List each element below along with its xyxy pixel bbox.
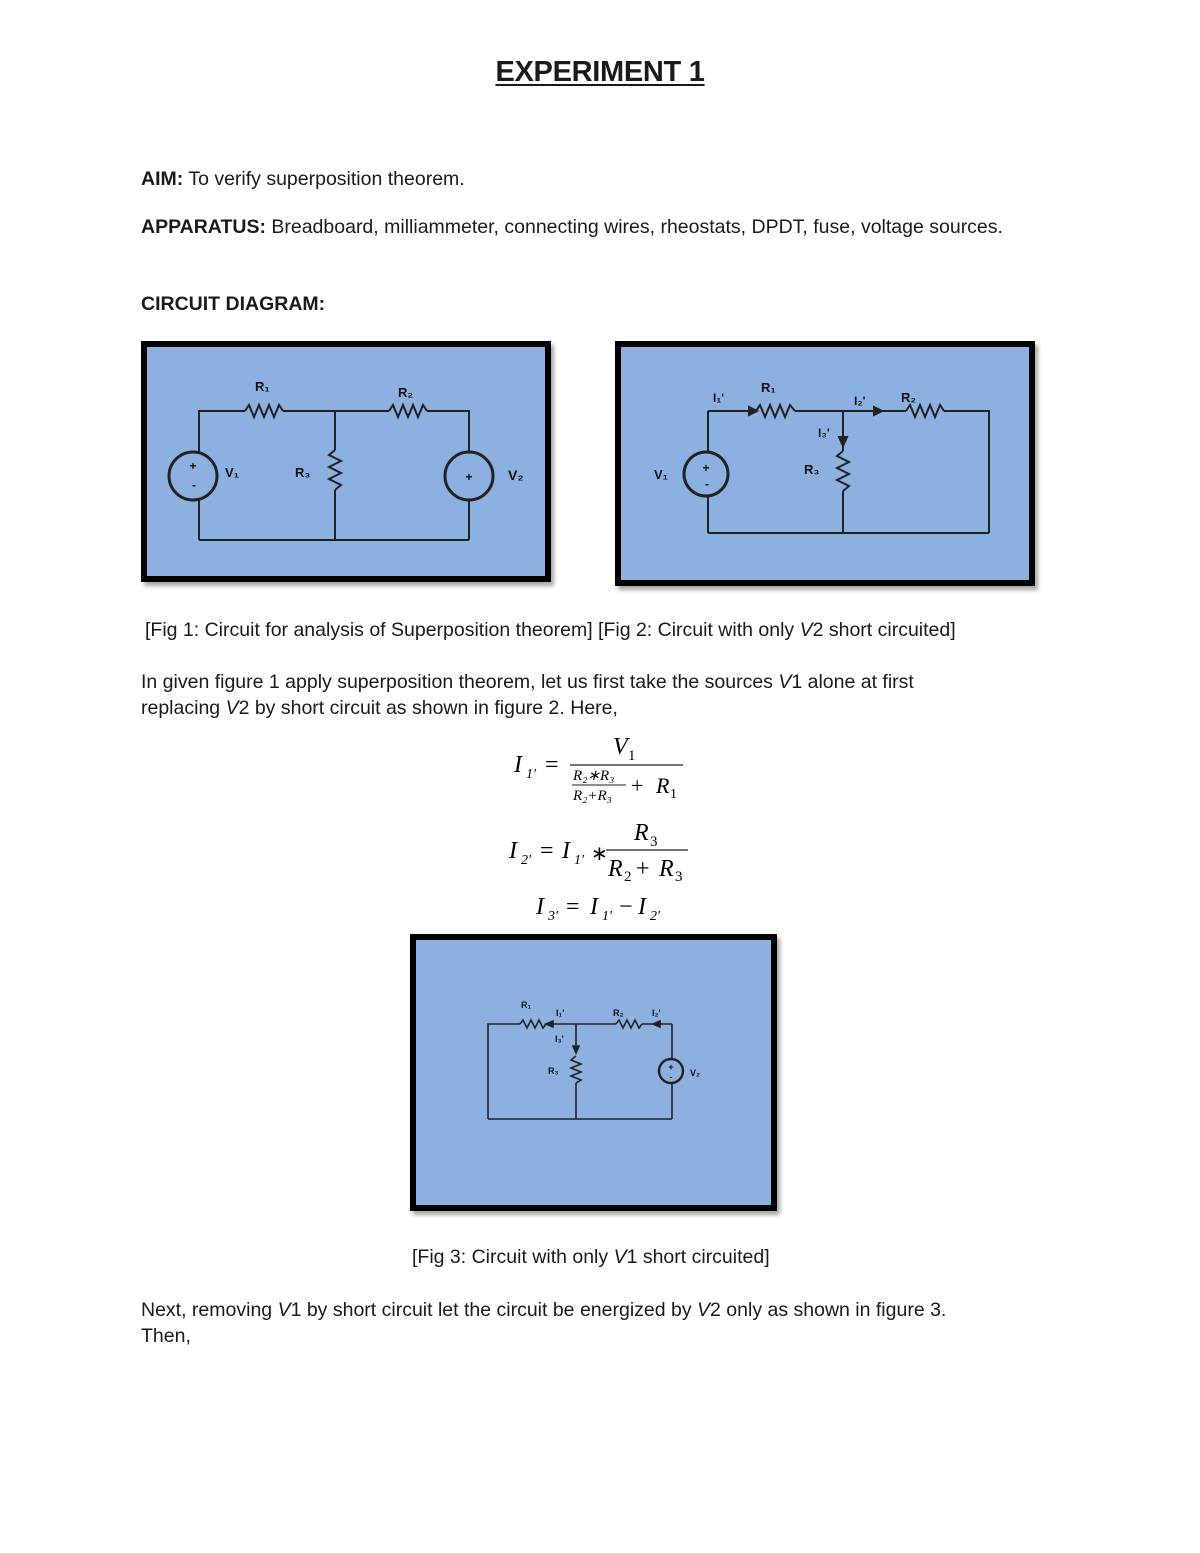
fig2-r2-label: R₂	[901, 390, 917, 405]
equation-3	[535, 894, 661, 924]
svg-text:1′: 1′	[526, 767, 537, 782]
fig1-v1-label: V₁	[225, 465, 240, 480]
svg-text:+: +	[631, 773, 644, 798]
fig1-v2-plus: +	[465, 470, 473, 484]
fig3-v2-label: V₂	[690, 1068, 701, 1078]
caption-fig3: [Fig 3: Circuit with only V1 short circuited]	[412, 1246, 770, 1268]
paragraph-1: In given figure 1 apply superposition theorem, let us first take the sources V1 alone at first replacing V2 by short circuit as shown in figure 2. Here,	[141, 671, 914, 719]
svg-text:1: 1	[670, 787, 677, 802]
svg-text:=: =	[566, 894, 580, 920]
svg-text:R: R	[659, 856, 674, 882]
svg-text:3′: 3′	[548, 909, 559, 924]
fig1-r3-label: R₃	[295, 465, 311, 480]
fig1-r2-label: R₂	[398, 385, 414, 400]
fig3-r2-label: R₂	[613, 1008, 624, 1018]
svg-text:I: I	[590, 894, 598, 920]
fig2-i1-label: I₁'	[713, 391, 725, 405]
svg-text:R: R	[634, 820, 649, 846]
fig3-i2-label: I₂'	[652, 1008, 661, 1018]
caption-fig1-fig2: [Fig 1: Circuit for analysis of Superposition theorem] [Fig 2: Circuit with only V2 short circuited]	[145, 619, 956, 641]
fig1-v2-label: V₂	[508, 467, 524, 483]
figure-1-circuit	[147, 347, 545, 576]
svg-text:I: I	[536, 894, 544, 920]
svg-text:I: I	[562, 838, 570, 864]
figure-1-panel	[141, 341, 551, 582]
apparatus-text: Breadboard, milliammeter, connecting wires, rheostats, DPDT, fuse, voltage sources.	[265, 216, 1003, 238]
svg-text:2′: 2′	[521, 853, 532, 868]
aim-text: To verify superposition theorem.	[183, 168, 465, 190]
svg-text:R: R	[608, 856, 623, 882]
svg-text:I: I	[514, 752, 522, 778]
svg-text:3: 3	[675, 869, 683, 885]
fig3-r3-label: R₃	[548, 1066, 559, 1076]
circuit-diagram-heading: CIRCUIT DIAGRAM:	[141, 293, 326, 315]
fig2-v1-minus: -	[705, 477, 709, 491]
figure-3-panel	[410, 934, 777, 1211]
figure-2-panel	[615, 341, 1035, 586]
page-title: EXPERIMENT 1	[495, 56, 705, 88]
equations	[500, 728, 700, 928]
svg-text:I: I	[638, 894, 646, 920]
svg-text:I: I	[509, 838, 517, 864]
svg-text:+: +	[636, 856, 650, 882]
svg-text:2: 2	[624, 869, 632, 885]
aim-paragraph	[141, 166, 465, 193]
apparatus-paragraph	[141, 214, 1041, 241]
svg-text:−: −	[619, 894, 633, 920]
fig2-v1-label: V₁	[654, 467, 669, 482]
svg-text:=: =	[545, 752, 559, 778]
fig1-v1-plus: +	[189, 459, 197, 473]
equation-1	[513, 734, 683, 804]
fig2-r1-label: R₁	[761, 380, 776, 395]
figure-2-circuit	[621, 347, 1029, 580]
fig3-r1-label: R₁	[521, 1000, 532, 1010]
svg-text:R₂∗R₃: R₂∗R₃	[573, 768, 615, 784]
fig3-v2-plus: +	[668, 1062, 674, 1072]
svg-text:R: R	[656, 773, 670, 798]
fig3-i3-label: I₃'	[555, 1034, 564, 1044]
aim-label: AIM:	[141, 168, 184, 190]
fig1-v1-minus: -	[192, 478, 196, 492]
fig3-v2-minus: -	[669, 1072, 673, 1082]
svg-text:2′: 2′	[650, 909, 661, 924]
fig2-r3-label: R₃	[804, 462, 820, 477]
svg-text:=: =	[540, 838, 554, 864]
fig1-r1-label: R₁	[255, 379, 270, 394]
svg-text:1′: 1′	[574, 853, 585, 868]
fig2-i2-label: I₂'	[854, 394, 866, 408]
paragraph-2: Next, removing V1 by short circuit let the circuit be energized by V2 only as shown in figure 3. Then,	[141, 1299, 947, 1347]
equation-2	[508, 820, 688, 885]
figure-3-circuit	[416, 940, 771, 1205]
svg-text:3: 3	[650, 834, 658, 850]
svg-text:R₂+R₃: R₂+R₃	[573, 788, 612, 804]
fig2-i3-label: I₃'	[818, 426, 830, 440]
svg-text:1: 1	[628, 748, 636, 764]
fig2-v1-plus: +	[702, 461, 710, 475]
svg-text:1′: 1′	[602, 909, 613, 924]
fig3-i1-label: I₁'	[556, 1008, 565, 1018]
apparatus-label: APPARATUS:	[141, 216, 266, 238]
svg-text:∗: ∗	[591, 843, 608, 865]
svg-text:V: V	[613, 734, 628, 760]
